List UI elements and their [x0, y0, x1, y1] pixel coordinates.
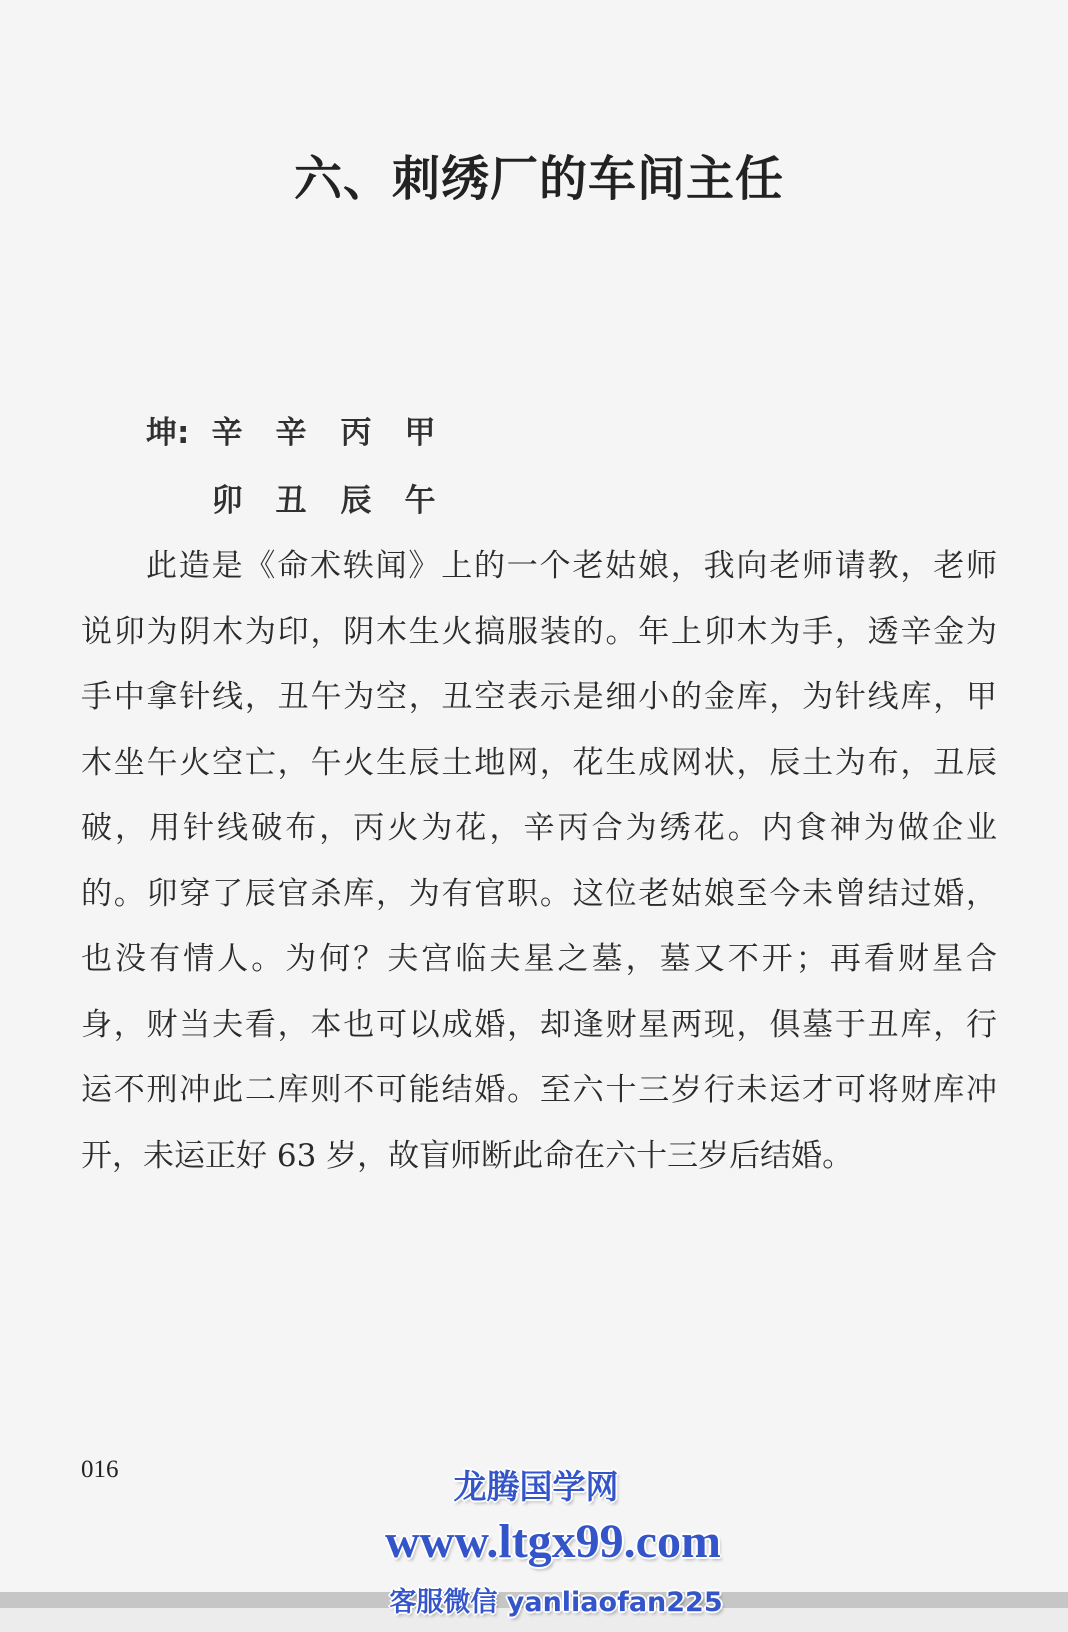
watermark-url: www.ltgx99.com [385, 1515, 721, 1568]
page-title: 六、刺绣厂的车间主任 [293, 151, 784, 207]
bazi-branch-month: 丑 [275, 483, 307, 519]
body-line: 破，用针线破布，丙火为花，辛丙合为绣花。内食神为做企业 [81, 810, 997, 846]
bazi-label: 坤: [146, 415, 190, 451]
body-line: 也没有情人。为何？夫宫临夫星之墓，墓又不开；再看财星合 [81, 941, 997, 977]
bazi-branch-day: 辰 [340, 483, 372, 519]
body-line: 此造是《命术轶闻》上的一个老姑娘，我向老师请教，老师 [146, 548, 997, 584]
bazi-stem-day: 丙 [340, 415, 372, 451]
body-line: 说卯为阴木为印，阴木生火搞服装的。年上卯木为手，透辛金为 [81, 613, 997, 650]
bazi-stem-year: 辛 [211, 415, 243, 451]
body-line: 运不刑冲此二库则不可能结婚。至六十三岁行未运才可将财库冲 [81, 1072, 997, 1108]
body-line: 身，财当夫看，本也可以成婚，却逢财星两现，俱墓于丑库，行 [81, 1006, 997, 1043]
bazi-stem-month: 辛 [275, 415, 307, 451]
body-paragraph [81, 534, 997, 1189]
bazi-branch-hour: 午 [404, 483, 436, 519]
body-line: 开，未运正好 63 岁，故盲师断此命在六十三岁后结婚。 [81, 1137, 854, 1174]
bazi-branch-year: 卯 [211, 483, 243, 519]
body-line: 木坐午火空亡，午火生辰土地网，花生成网状，辰土为布，丑辰 [81, 744, 997, 781]
watermark-contact: 客服微信 yanliaofan225 [389, 1587, 723, 1618]
page-number: 016 [81, 1456, 119, 1483]
watermark-site-name: 龙腾国学网 [453, 1467, 619, 1506]
body-line: 的。卯穿了辰官杀库，为有官职。这位老姑娘至今未曾结过婚， [81, 875, 997, 912]
bazi-stem-hour: 甲 [404, 415, 436, 451]
body-line: 手中拿针线，丑午为空，丑空表示是细小的金库，为针线库，甲 [81, 679, 997, 715]
